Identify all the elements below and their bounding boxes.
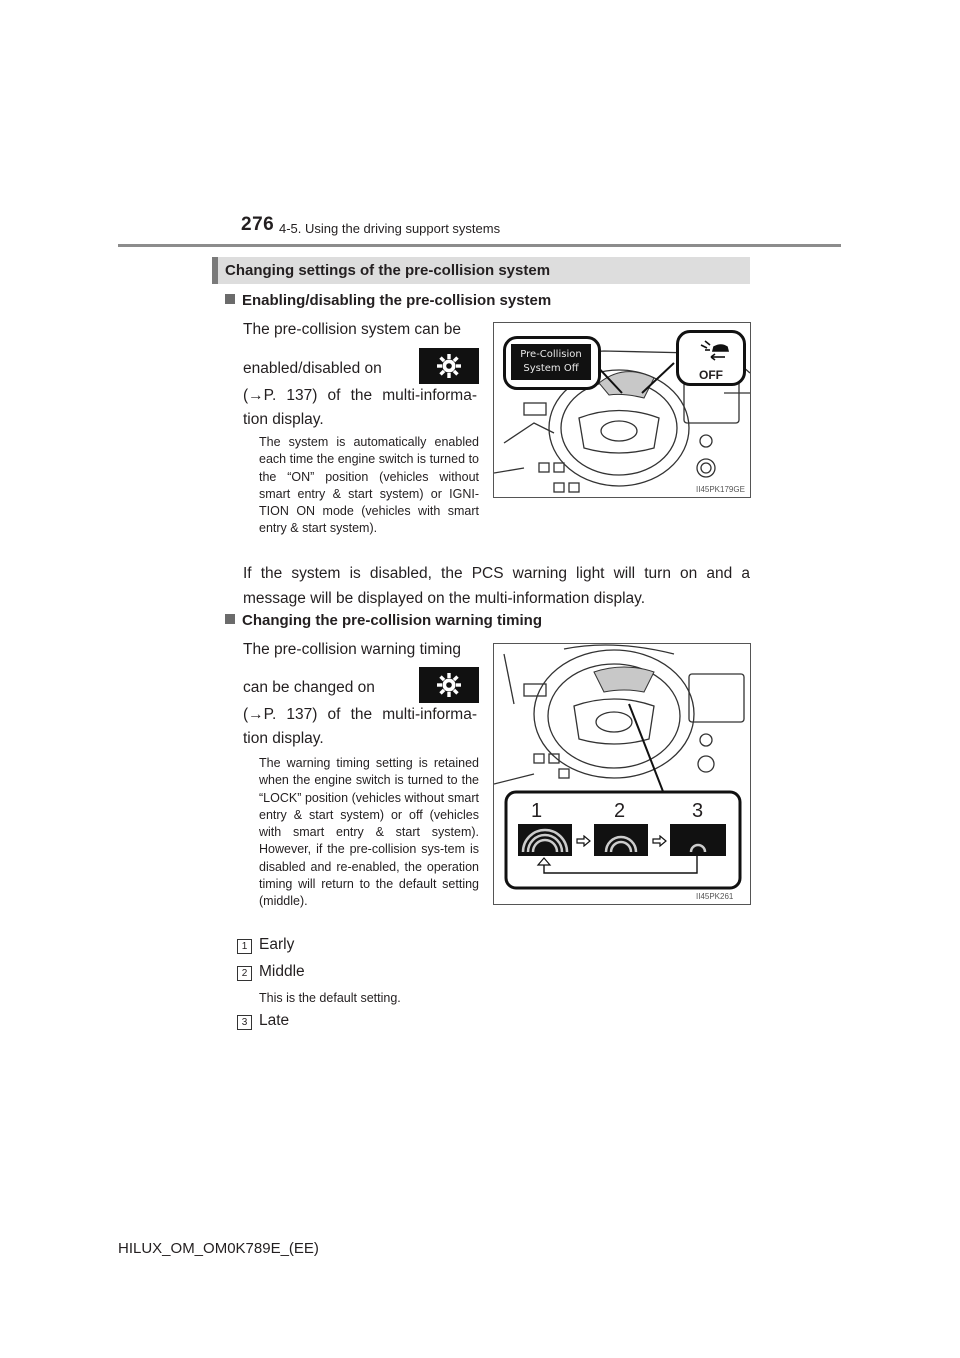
gear-icon xyxy=(419,348,479,384)
pcs-off-figure xyxy=(493,322,751,498)
timing-text-line-2: can be changed on xyxy=(243,679,375,696)
option-early: Early xyxy=(259,936,295,953)
off-label: OFF xyxy=(699,368,723,382)
late-timing-icon xyxy=(670,824,726,856)
option-middle: Middle xyxy=(259,963,305,980)
figure-number-2: 2 xyxy=(614,800,626,822)
subsection-heading-enable xyxy=(225,292,551,309)
enable-text-line-1: The pre-collision system can be xyxy=(243,321,461,338)
timing-text-line-3: (→P. 137) of the multi-informa- xyxy=(243,706,477,723)
document-id: HILUX_OM_OM0K789E_(EE) xyxy=(118,1240,319,1257)
page-number: 276 xyxy=(241,214,275,235)
header-rule xyxy=(118,244,841,247)
middle-timing-icon xyxy=(594,824,648,856)
option-middle-note: This is the default setting. xyxy=(259,991,401,1005)
timing-note: The warning timing setting is retained when the engine switch is turned to the “LOCK” position (vehicles without smart entry & start system) or off (vehicles with smart entry & start system). However, if the pre-collision sys-tem is disabled and re-enabled, the operation timing will return to the default setting (middle). xyxy=(259,756,479,908)
display-text-line-2: System Off xyxy=(523,363,579,374)
display-text-line-1: Pre-Collision xyxy=(520,349,582,360)
subsection-heading-timing xyxy=(225,612,542,629)
figure-code: II45PK261 xyxy=(696,892,734,901)
loop-arrow-icon xyxy=(534,856,704,878)
option-late: Late xyxy=(259,1012,290,1029)
subsection-heading-text: Changing the pre-collision warning timing xyxy=(242,612,542,629)
hollow-arrow-icon xyxy=(576,834,592,852)
subsection-heading-text: Enabling/disabling the pre-collision system xyxy=(242,292,552,309)
option-number-3: 3 xyxy=(237,1015,252,1030)
pcs-off-icon xyxy=(689,337,733,382)
chapter-title: 4-5. Using the driving support systems xyxy=(279,221,501,236)
option-number-2: 2 xyxy=(237,966,252,981)
gear-icon xyxy=(419,667,479,703)
pcs-off-message xyxy=(511,344,591,380)
enable-text-line-4: tion display. xyxy=(243,411,324,428)
pcs-warning-text: If the system is disabled, the PCS warning light will turn on and a message will be displayed on the multi-information display. xyxy=(243,565,750,607)
warning-light-callout xyxy=(676,330,746,386)
section-header-accent xyxy=(212,257,218,284)
square-bullet-icon xyxy=(225,614,235,624)
early-timing-icon xyxy=(518,824,572,856)
enable-note: The system is automatically enabled each time the engine switch is turned to the “ON” position (vehicles without smart entry & start system) or IGNI-TION ON mode (vehicles with smart entry & start system). xyxy=(259,435,479,536)
figure-number-3: 3 xyxy=(692,800,704,822)
figure-code: II45PK179GE xyxy=(696,485,745,494)
hollow-arrow-icon xyxy=(652,834,668,852)
timing-text-line-4: tion display. xyxy=(243,730,324,747)
section-title: Changing settings of the pre-collision system xyxy=(225,262,551,279)
timing-text-line-1: The pre-collision warning timing xyxy=(243,641,461,658)
square-bullet-icon xyxy=(225,294,235,304)
enable-text-line-3: (→P. 137) of the multi-informa- xyxy=(243,387,477,404)
option-number-1: 1 xyxy=(237,939,252,954)
warning-timing-figure xyxy=(493,643,751,905)
display-callout xyxy=(503,336,601,390)
figure-number-1: 1 xyxy=(531,800,543,822)
enable-text-line-2: enabled/disabled on xyxy=(243,360,382,377)
